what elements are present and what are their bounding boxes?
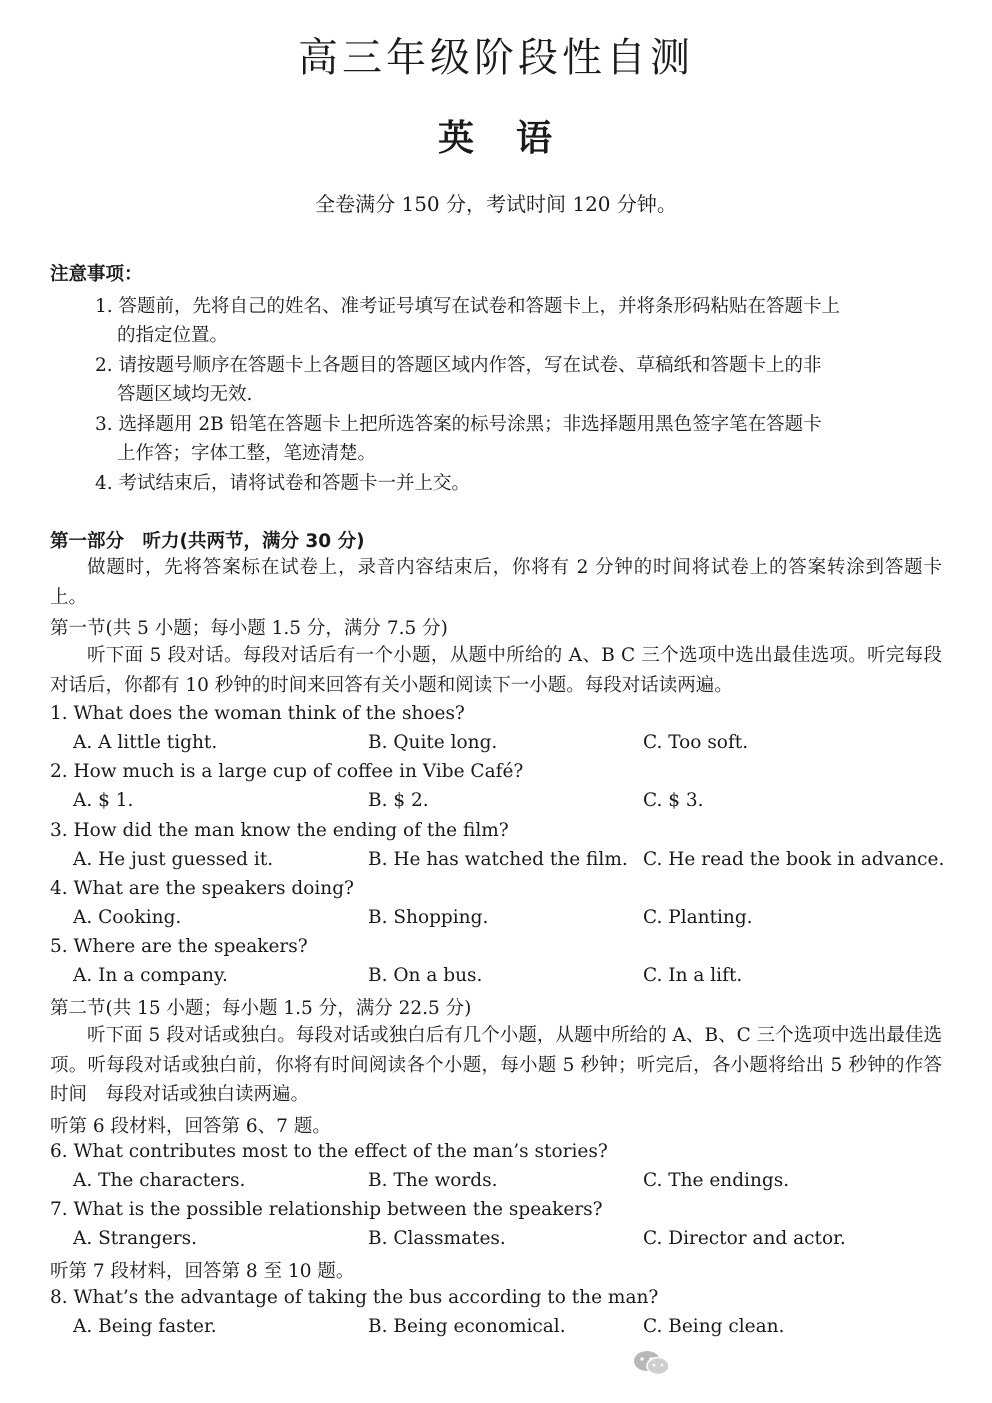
option-c: C. In a lift.	[643, 965, 743, 986]
section2-instructions: 听下面 5 段对话或独白。每段对话或独白后有几个小题，从题中所给的 A、B、C 三个选项中选出最佳选项。听每段对话或独白前，你将有时间阅读各个小题，每小题 5 秒钟；听完后，各小题将给出 5 秒钟的作答时间 每段对话或独白读两遍。	[50, 1025, 942, 1105]
option-c: C. Too soft.	[643, 732, 749, 753]
notes-item: 3. 选择题用 2B 铅笔在答题卡上把所选答案的标号涂黑；非选择题用黑色签字笔在答题卡	[95, 414, 822, 435]
option-a: A. The characters.	[73, 1170, 246, 1191]
option-a: A. He just guessed it.	[73, 849, 274, 870]
notes-item: 2. 请按题号顺序在答题卡上各题目的答题区域内作答，写在试卷、草稿纸和答题卡上的非	[95, 355, 822, 376]
section1-heading: 第一节(共 5 小题；每小题 1.5 分，满分 7.5 分)	[50, 618, 448, 639]
material-note: 听第 6 段材料，回答第 6、7 题。	[50, 1116, 331, 1137]
option-c: C. Director and actor.	[643, 1228, 846, 1249]
question: 1. What does the woman think of the shoes?	[50, 703, 465, 724]
notes-item-cont: 答题区域均无效.	[117, 384, 253, 405]
part1-heading: 第一部分 听力(共两节，满分 30 分)	[50, 531, 365, 552]
section2-heading: 第二节(共 15 小题；每小题 1.5 分，满分 22.5 分)	[50, 998, 472, 1019]
option-b: B. Quite long.	[368, 732, 498, 753]
option-b: B. Being economical.	[368, 1316, 566, 1337]
subject-char: 英	[437, 118, 476, 159]
subject-title	[0, 110, 992, 161]
notes-heading: 注意事项：	[50, 264, 143, 285]
option-b: B. Shopping.	[368, 907, 489, 928]
option-b: B. He has watched the film.	[368, 849, 628, 870]
question: 7. What is the possible relationship between the speakers?	[50, 1199, 603, 1220]
section1-instructions: 听下面 5 段对话。每段对话后有一个小题，从题中所给的 A、B C 三个选项中选出最佳选项。听完每段对话后，你都有 10 秒钟的时间来回答有关小题和阅读下一小题。每段对话读两遍。	[50, 645, 942, 696]
exam-title: 高三年级阶段性自测	[298, 35, 694, 81]
part1-intro: 做题时，先将答案标在试卷上，录音内容结束后，你将有 2 分钟的时间将试卷上的答案转涂到答题卡上。	[50, 557, 942, 608]
question: 6. What contributes most to the effect of the man’s stories?	[50, 1141, 608, 1162]
score-note: 全卷满分 150 分，考试时间 120 分钟。	[315, 192, 677, 216]
question: 2. How much is a large cup of coffee in Vibe Café?	[50, 761, 524, 782]
question: 3. How did the man know the ending of the film?	[50, 820, 509, 841]
option-b: B. On a bus.	[368, 965, 483, 986]
notes-item-cont: 的指定位置。	[117, 325, 229, 346]
option-a: A. In a company.	[73, 965, 228, 986]
option-b: B. Classmates.	[368, 1228, 506, 1249]
subject-char: 语	[516, 118, 555, 159]
question: 8. What’s the advantage of taking the bus according to the man?	[50, 1287, 659, 1308]
wechat-icon	[632, 1348, 672, 1378]
question: 5. Where are the speakers?	[50, 936, 308, 957]
option-a: A. A little tight.	[73, 732, 218, 753]
option-a: A. Being faster.	[73, 1316, 217, 1337]
option-c: C. The endings.	[643, 1170, 790, 1191]
question: 4. What are the speakers doing?	[50, 878, 354, 899]
material-note: 听第 7 段材料，回答第 8 至 10 题。	[50, 1261, 355, 1282]
notes-item-cont: 上作答；字体工整，笔迹清楚。	[117, 443, 377, 464]
option-a: A. Strangers.	[73, 1228, 198, 1249]
option-a: A. Cooking.	[73, 907, 182, 928]
option-b: B. The words.	[368, 1170, 498, 1191]
option-c: C. Planting.	[643, 907, 753, 928]
notes-item: 1. 答题前，先将自己的姓名、准考证号填写在试卷和答题卡上，并将条形码粘贴在答题卡上	[95, 296, 841, 317]
option-a: A. $ 1.	[73, 790, 134, 811]
option-c: C. He read the book in advance.	[643, 849, 945, 870]
option-b: B. $ 2.	[368, 790, 429, 811]
notes-item: 4. 考试结束后，请将试卷和答题卡一并上交。	[95, 473, 471, 494]
option-c: C. $ 3.	[643, 790, 704, 811]
option-c: C. Being clean.	[643, 1316, 785, 1337]
